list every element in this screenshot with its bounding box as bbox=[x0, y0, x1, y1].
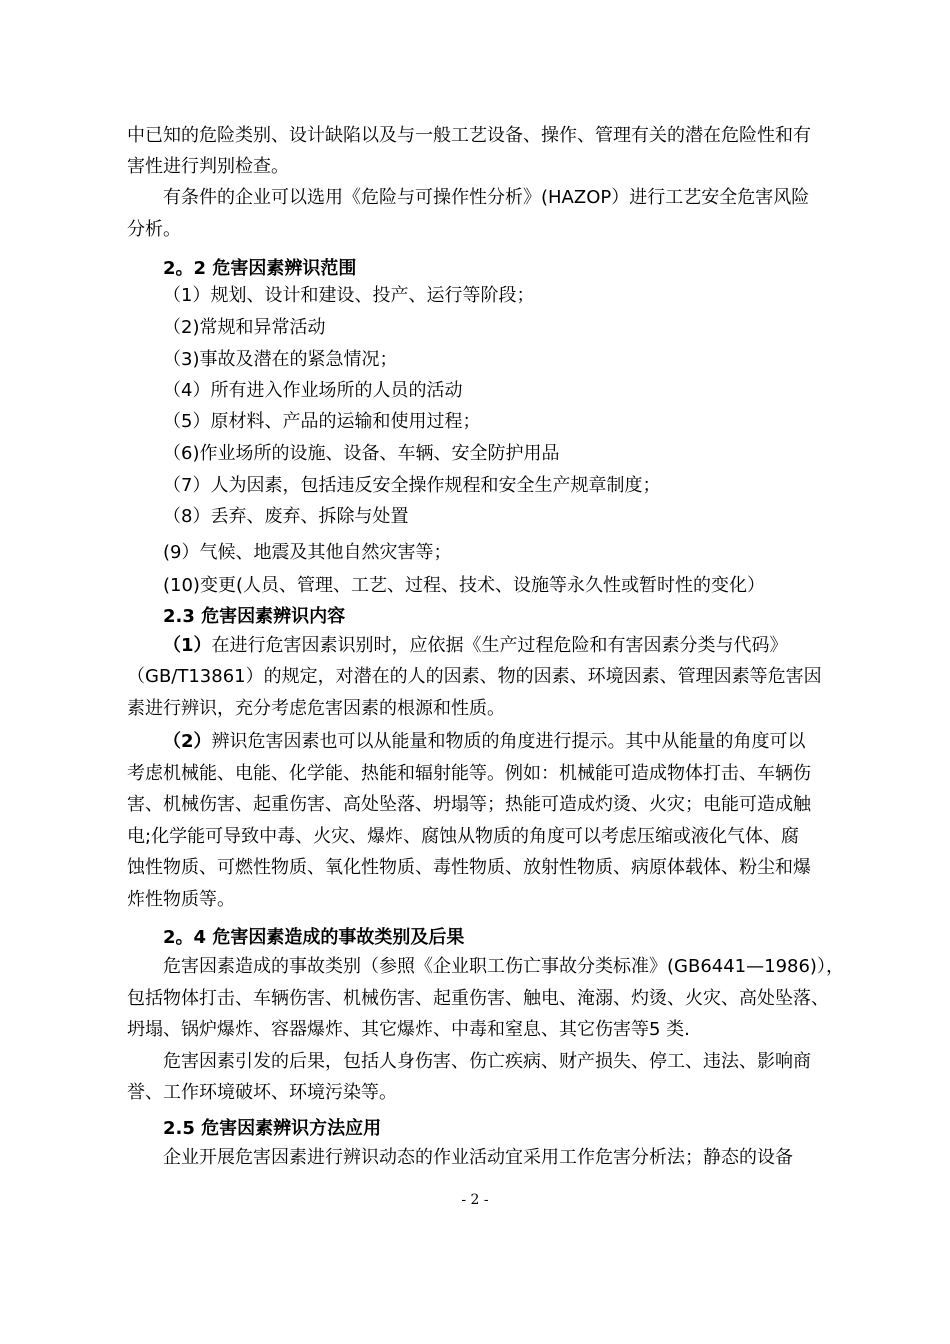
list-item: （1）规划、设计和建设、投产、运行等阶段； bbox=[163, 285, 535, 306]
paragraph-line: 危害因素引发的后果，包括人身伤害、伤亡疾病、财产损失、停工、违法、影响商 bbox=[163, 1051, 811, 1072]
section-heading: 2。4 危害因素造成的事故类别及后果 bbox=[163, 927, 465, 948]
paragraph-line: 考虑机械能、电能、化学能、热能和辐射能等。例如：机械能可造成物体打击、车辆伤 bbox=[127, 763, 811, 784]
paragraph-line: （GB/T13861）的规定，对潜在的人的因素、物的因素、环境因素、管理因素等危害因 bbox=[127, 666, 822, 687]
list-item: （6)作业场所的设施、设备、车辆、安全防护用品 bbox=[163, 443, 560, 464]
paragraph-line: 分析。 bbox=[127, 219, 181, 240]
paragraph-line bbox=[163, 730, 806, 754]
item-number: （1） bbox=[163, 635, 212, 656]
paragraph-line: 有条件的企业可以选用《危险与可操作性分析》(HAZOP）进行工艺安全危害风险 bbox=[163, 187, 810, 208]
paragraph-line: 誉、工作环境破坏、环境污染等。 bbox=[127, 1082, 397, 1103]
list-item: （2)常规和异常活动 bbox=[163, 317, 326, 338]
paragraph-line: 企业开展危害因素进行辨识动态的作业活动宜采用工作危害分析法；静态的设备 bbox=[163, 1147, 793, 1168]
list-item: （3)事故及潜在的紧急情况； bbox=[163, 349, 398, 370]
list-item: （8）丢弃、废弃、拆除与处置 bbox=[163, 506, 409, 527]
list-item: （4）所有进入作业场所的人员的活动 bbox=[163, 380, 463, 401]
paragraph-line: 电;化学能可导致中毒、火灾、爆炸、腐蚀从物质的角度可以考虑压缩或液化气体、腐 bbox=[127, 826, 800, 847]
paragraph-line: 中已知的危险类别、设计缺陷以及与一般工艺设备、操作、管理有关的潜在危险性和有 bbox=[127, 125, 811, 146]
paragraph-line: 包括物体打击、车辆伤害、机械伤害、起重伤害、触电、淹溺、灼烫、火灾、高处坠落、 bbox=[127, 988, 829, 1009]
paragraph-text: 辨识危害因素也可以从能量和物质的角度进行提示。其中从能量的角度可以 bbox=[211, 731, 806, 752]
list-item: (10)变更(人员、管理、工艺、过程、技术、设施等永久性或暂时性的变化） bbox=[163, 575, 765, 596]
list-item: （5）原材料、产品的运输和使用过程； bbox=[163, 411, 481, 432]
paragraph-line: 害、机械伤害、起重伤害、高处坠落、坍塌等；热能可造成灼烫、火灾；电能可造成触 bbox=[127, 794, 811, 815]
paragraph-line: 害性进行判别检查。 bbox=[127, 156, 289, 177]
section-heading: 2.3 危害因素辨识内容 bbox=[163, 606, 346, 627]
page-number: - 2 - bbox=[461, 1192, 489, 1208]
paragraph-line: 蚀性物质、可燃性物质、氧化性物质、毒性物质、放射性物质、病原体载体、粉尘和爆 bbox=[127, 857, 811, 878]
list-item: (9）气候、地震及其他自然灾害等； bbox=[163, 542, 452, 563]
paragraph-line bbox=[163, 634, 788, 658]
paragraph-line: 坍塌、锅炉爆炸、容器爆炸、其它爆炸、中毒和窒息、其它伤害等5 类. bbox=[127, 1019, 690, 1040]
item-number: （2） bbox=[163, 731, 212, 752]
paragraph-text: 在进行危害因素识别时，应依据《生产过程危险和有害因素分类与代码》 bbox=[211, 635, 788, 656]
section-heading: 2。2 危害因素辨识范围 bbox=[163, 258, 357, 279]
section-heading: 2.5 危害因素辨识方法应用 bbox=[163, 1118, 382, 1139]
list-item: （7）人为因素，包括违反安全操作规程和安全生产规章制度； bbox=[163, 475, 661, 496]
paragraph-line: 素进行辨识，充分考虑危害因素的根源和性质。 bbox=[127, 698, 505, 719]
paragraph-line: 危害因素造成的事故类别（参照《企业职工伤亡事故分类标准》(GB6441—1986)）， bbox=[163, 956, 844, 977]
paragraph-line: 炸性物质等。 bbox=[127, 889, 235, 910]
